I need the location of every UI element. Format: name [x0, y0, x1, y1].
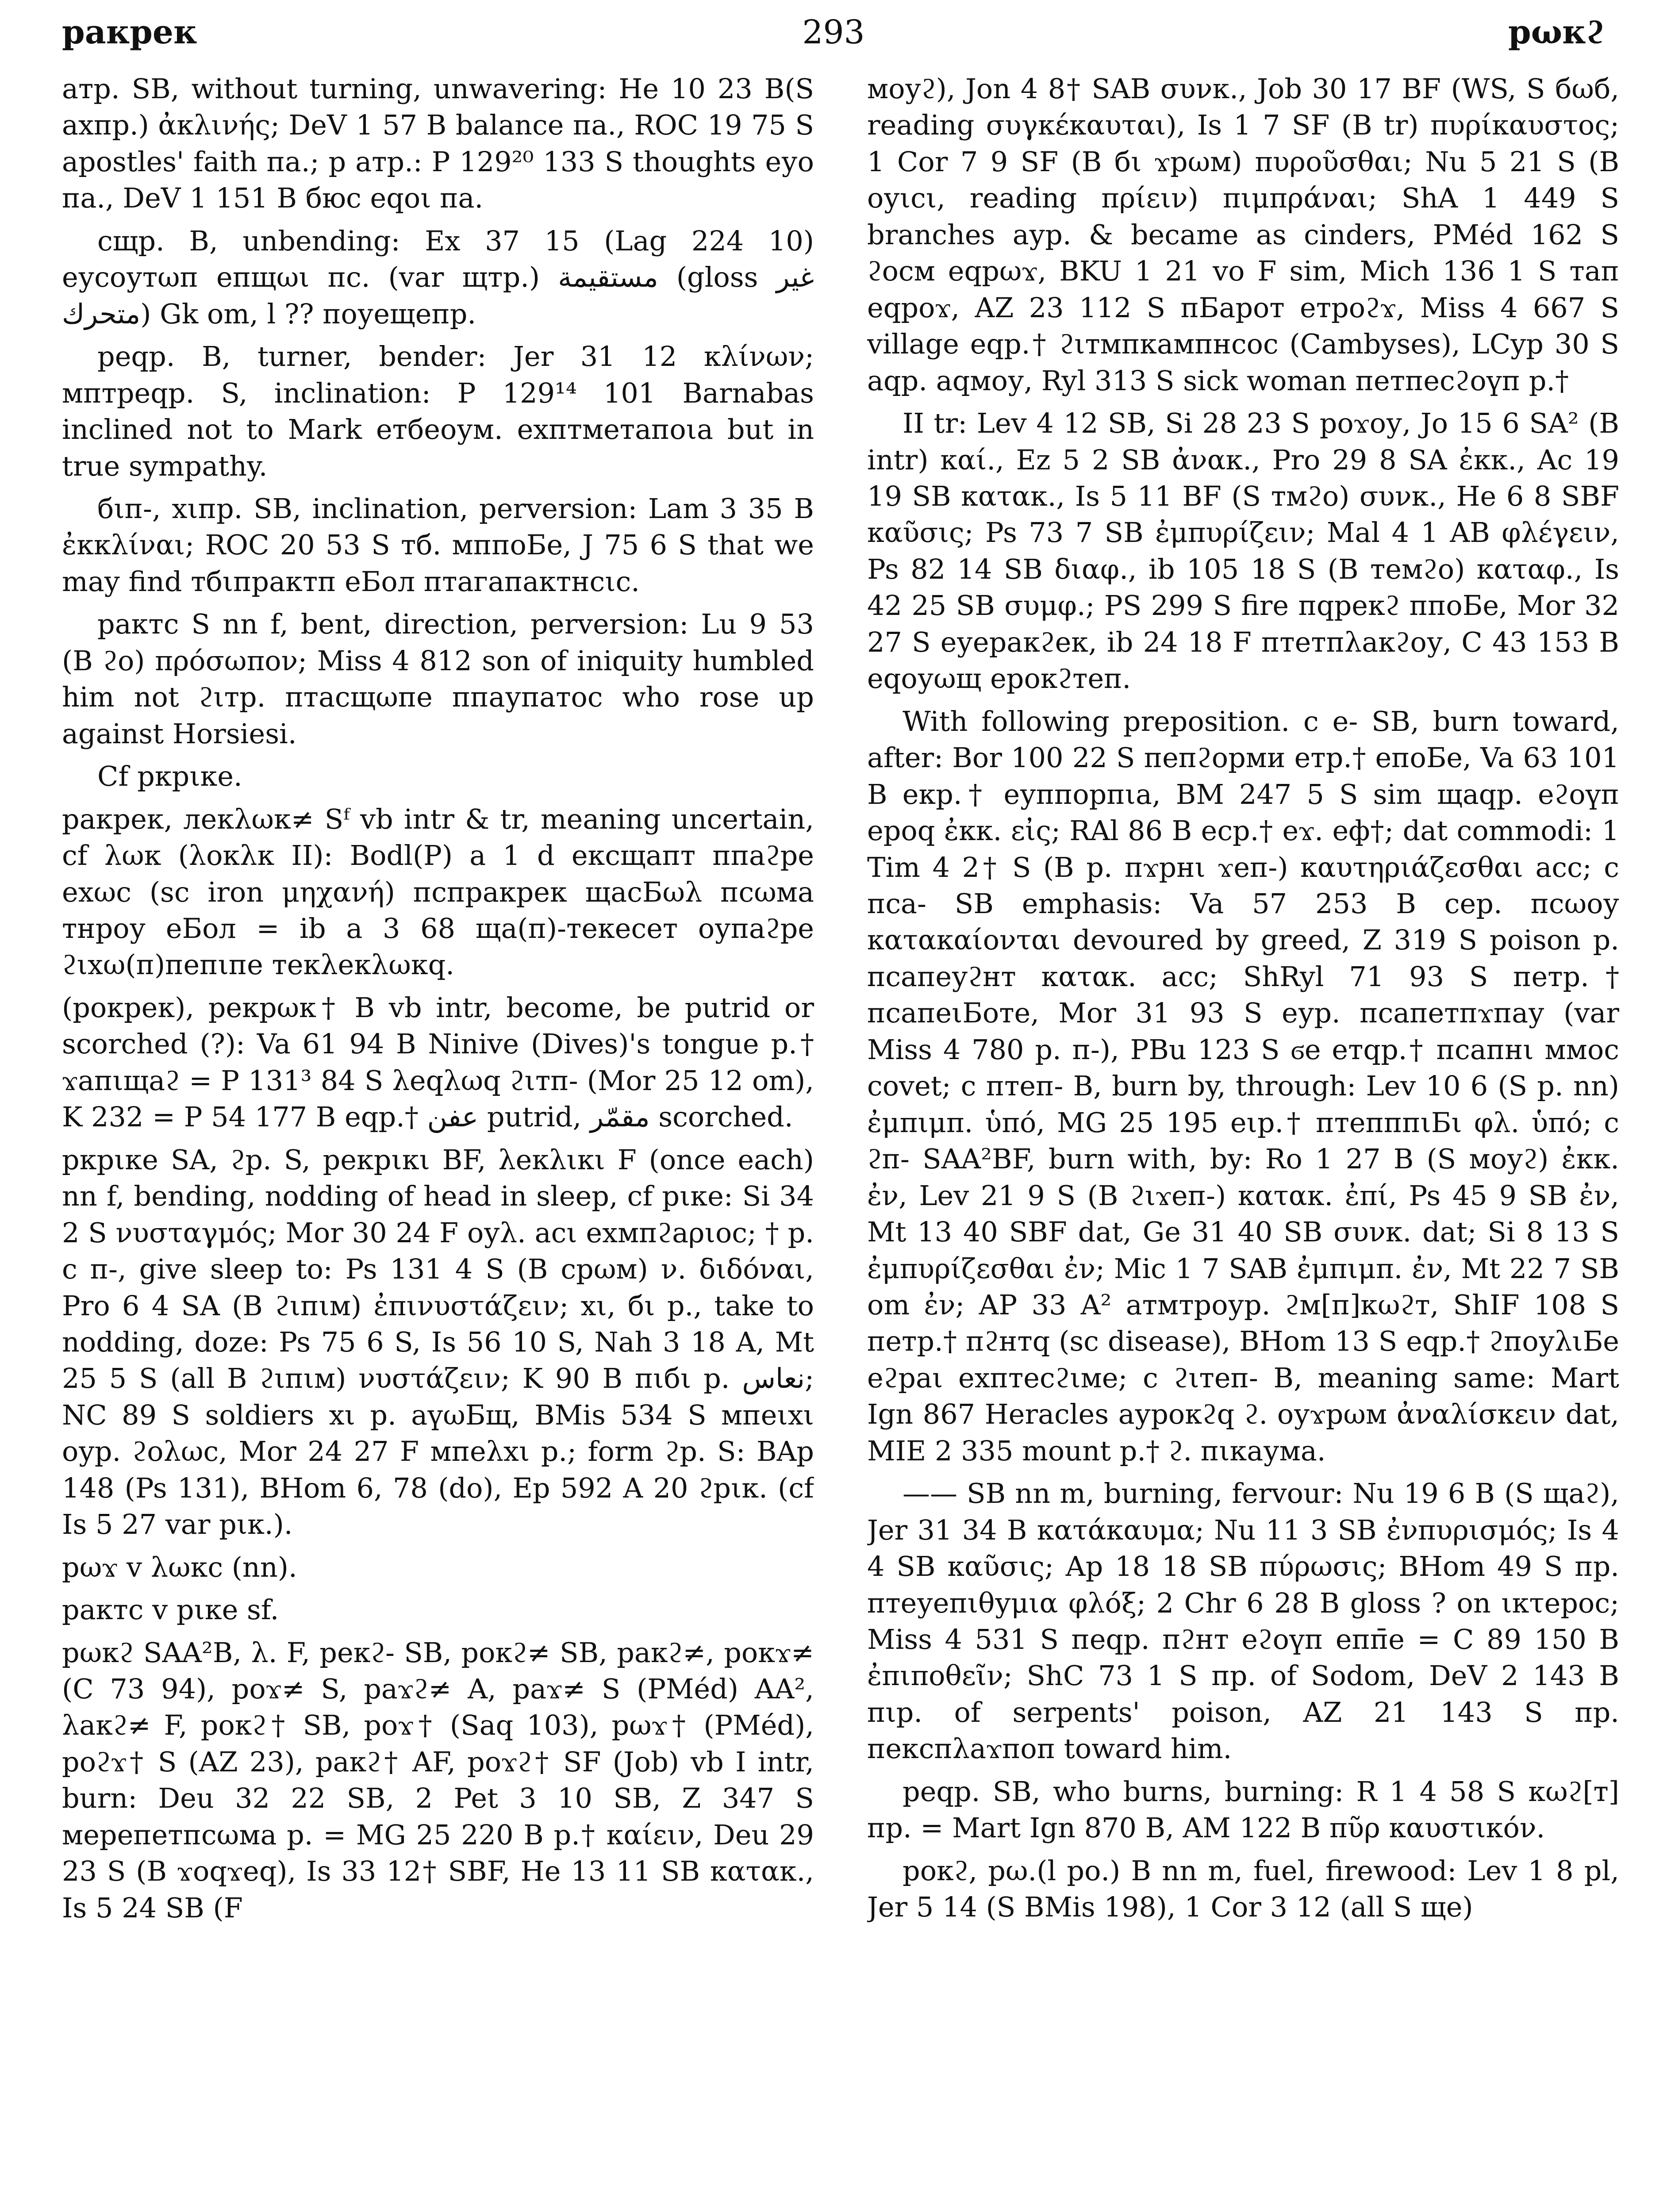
cross-reference: Cf ркрιке. [97, 760, 242, 793]
entry-paragraph: реqр. B, turner, bender: Jer 31 12 κλίνων; мптреqр. S, inclination: P 129¹⁴ 101 Barnabas inclined not to Mark етбеоум. ехптметапоιа but in true sympathy. [62, 340, 814, 482]
entry-paragraph: атр. SB, without turning, unwavering: He 10 23 B(S ахпр.) ἀκλινής; DeV 1 57 B balance па., ROC 19 75 S apostles' faith па.; р атр.: P 129²⁰ 133 S thoughts еуо па., DeV 1 151 B бюс еqοι па. [62, 73, 814, 215]
entry-paragraph: рокϩ, рω.(l ро.) B nn m, fuel, firewood: Lev 1 8 pl, Jer 5 14 (S BMis 198), 1 Cor 3 12 (all S ще) [867, 1854, 1619, 1924]
left-column [62, 71, 814, 2212]
entry-paragraph: II tr: Lev 4 12 SB, Si 28 23 S роϫоу, Jo 15 6 SA² (B intr) καί., Ez 5 2 SB ἀνακ., Pro 29 8 SA ἐκκ., Ac 19 19 SB κατακ., Is 5 11 BF (S тмϩо) συνκ., He 6 8 SBF καῦσις; Ps 73 7 SB ἐμπυρίζειν; Mal 4 1 AB φλέγειν, Ps 82 14 SB διαφ., ib 105 18 S (B темϩо) καταφ., Is 42 25 SB συμφ.; PS 299 S fire пqрекϩ ппоБе, Mor 32 27 S еуеракϩек, ib 24 18 F птетпλакϩоу, C 43 153 B еqоуωщ ерокϩтеп. [867, 407, 1619, 695]
header-left-keyword: ракрек [62, 13, 197, 51]
entry-paragraph: бιп-, хιпр. SB, inclination, perversion: Lam 3 35 B ἐκκλίναι; ROC 20 53 S тб. мппоБе, J 75 6 S that we may find тбιпрактп еБол птагапактнсιс. [62, 492, 814, 598]
entry-paragraph: ркрιке SA, ϩр. S, рекрικι BF, λекλικι F (once each) nn f, bending, nodding of head in sleep, cf рικе: Si 34 2 S νυσταγμός; Mor 30 24 F оуλ. асι ехмпϩаριос; † р. с п-, give sleep to: Ps 131 4 S (B срωм) ν. διδόναι, Pro 6 4 SA (B ϩιпιм) ἐπινυστάζειν; хι, бι р., take to nodding, doze: Ps 75 6 S, Is 56 10 S, Nah 3 18 A, Mt 25 5 S (all B ϩιпιм) νυστάζειν; K 90 B пιбι р. نعاس; NC 89 S soldiers хι р. аүωБщ, BMis 534 S мпеιхι оур. ϩоλωс, Mor 24 27 F мпеλхι р.; form ϩр. S: BAp 148 (Ps 131), BHom 6, 78 (do), Ep 592 A 20 ϩрιк. (cf Is 5 27 var рικ.). [62, 1143, 814, 1541]
entry-paragraph: рактс v рικе sf. [62, 1594, 279, 1626]
entry-paragraph: With following preposition. с е- SB, burn toward, after: Bor 100 22 S пепϩорми етр.† епоБе, Va 63 101 B екр.† еуппорпιа, BM 247 5 S sim щаqр. еϩоүп ероq ἐκκ. εἰς; RAl 86 B еср.† еϫ. еф†; dat commodi: 1 Tim 4 2† S (B р. пϫрнι ϫеп-) καυτηριάζεσθαι acc; с пса- SB emphasis: Va 57 253 B сер. псωоу κατακαίονται devoured by greed, Z 319 S poison р. псапеуϩнт κατακ. acc; ShRyl 71 93 S петр.† псапеιБоте, Mor 31 93 S еур. псапетпϫпау (var Miss 4 780 р. п-), PBu 123 S ϭе етqр.† псапнι ммос covet; с птеп- B, burn by, through: Lev 10 6 (S р. nn) ἐμπιμπ. ὑπό, MG 25 195 еιр.† птепппιБι φλ. ὑπό; с ϩп- SAA²BF, burn with, by: Ro 1 27 B (S моуϩ) ἐκκ. ἐν, Lev 21 9 S (B ϩιϫеп-) κατακ. ἐπί, Ps 45 9 SB ἐν, Mt 13 40 SBF dat, Ge 31 40 SB συνκ. dat; Si 8 13 S ἐμπυρίζεσθαι ἐν; Mic 1 7 SAB ἐμπιμπ. ἐν, Mt 22 7 SB om ἐν; AP 33 A² атмтроур. ϩм[п]кωϩт, ShIF 108 S петр.† пϩнтq (sc disease), BHom 13 S еqр.† ϩпоуλιБе еϩраι ехптесϩιме; с ϩιтеп- B, meaning same: Mart Ign 867 Heracles ауроκϩq ϩ. оуϫрωм ἀναλίσκειν dat, MIE 2 335 mount р.† ϩ. пιкаума. [867, 705, 1619, 1467]
entry-paragraph: моуϩ), Jon 4 8† SAB συνκ., Job 30 17 BF (WS, S бωб, reading συγκέκαυται), Is 1 7 SF (B tr) πυρίκαυστος; 1 Cor 7 9 SF (B бι ϫрωм) πυροῦσθαι; Nu 5 21 S (B оуιсι, reading πρίειν) πιμπράναι; ShA 1 449 S branches аур. & became as cinders, PMéd 162 S ϩосм еqрωϫ, BKU 1 21 vo F sim, Mich 136 1 S тап еqроϫ, AZ 23 112 S пБарот етроϩϫ, Miss 4 667 S village еqр.† ϩιтмпкампнсос (Cambyses), LCyp 30 S аqр. аqмоу, Ryl 313 S sick woman петпесϩоүп р.† [867, 73, 1619, 397]
entry-paragraph: рωϫ v λωкс (nn). [62, 1551, 297, 1583]
entry-paragraph: ракрек, лекλωк≠ Sᶠ vb intr & tr, meaning uncertain, cf λωк (λоκλк II): Bodl(P) a 1 d ексщапт ппаϩре ехωс (sc iron μηχανή) пспракрек щасБωλ псωма тнроу еБол = ib a 3 68 ща(п)-текесет оупаϩре ϩιхω(п)пепιпе текλекλωкq. [62, 803, 814, 981]
entry-paragraph: сщр. B, unbending: Ex 37 15 (Lag 224 10) еусоутωп епщωι пс. (var щтр.) مستقيمة (gloss غير متحرك) Gk om, l ?? поуещепр. [62, 224, 814, 330]
running-header [62, 13, 1605, 66]
entry-paragraph: рактс S nn f, bent, direction, perversion: Lu 9 53 (B ϩо) πρόσωπον; Miss 4 812 son of iniquity humbled him not ϩιтр. птасщωпе ппаупатос who rose up against Horsiesi. [62, 608, 814, 750]
page-number: 293 [802, 13, 865, 51]
entry-paragraph: рωкϩ SAA²B, λ. F, рекϩ- SB, рокϩ≠ SB, ракϩ≠, рокϫ≠ (C 73 94), роϫ≠ S, раϫϩ≠ A, раϫ≠ S (PMéd) AA², λакϩ≠ F, рокϩ† SB, роϫ† (Saq 103), рωϫ† (PMéd), роϩϫ† S (AZ 23), ракϩ† AF, роϫϩ† SF (Job) vb I intr, burn: Deu 32 22 SB, 2 Pet 3 10 SB, Z 347 S мерепетпсωма р. = MG 25 220 B р.† καίειν, Deu 29 23 S (B ϫоqϫеq), Is 33 12† SBF, He 13 11 SB κατακ., Is 5 24 SB (F [62, 1636, 814, 1924]
entry-paragraph: —— SB nn m, burning, fervour: Nu 19 6 B (S щаϩ), Jer 31 34 B κατάκαυμα; Nu 11 3 SB ἐνπυρισμός; Is 4 4 SB καῦσις; Ap 18 18 SB πύρωσις; BHom 49 S пр. птеуепιθуμια φλόξ; 2 Chr 6 28 B gloss ? on ικτерос; Miss 4 531 S пеqр. пϩнт еϩоүп епп̄е = C 89 150 B ἐπιποθεῖν; ShC 73 1 S пр. of Sodom, DeV 2 143 B пιр. of serpents' poison, AZ 21 143 S пр. пекспλаϫпоп toward him. [867, 1477, 1619, 1765]
entry-paragraph: (рокрек), рекрωк† B vb intr, become, be putrid or scorched (?): Va 61 94 B Ninive (Dives)'s tongue р.† ϫапιщаϩ = P 131³ 84 S λеqλωq ϩιтп- (Mor 25 12 om), K 232 = P 54 177 B еqр.† عفن putrid, مقمّر scorched. [62, 991, 814, 1133]
right-column [867, 71, 1619, 2212]
header-right-keyword: рωкϩ [1508, 13, 1605, 51]
entry-paragraph: реqр. SB, who burns, burning: R 1 4 58 S кωϩ[т] пр. = Mart Ign 870 B, AM 122 B πῦρ καυστικόν. [867, 1775, 1619, 1844]
